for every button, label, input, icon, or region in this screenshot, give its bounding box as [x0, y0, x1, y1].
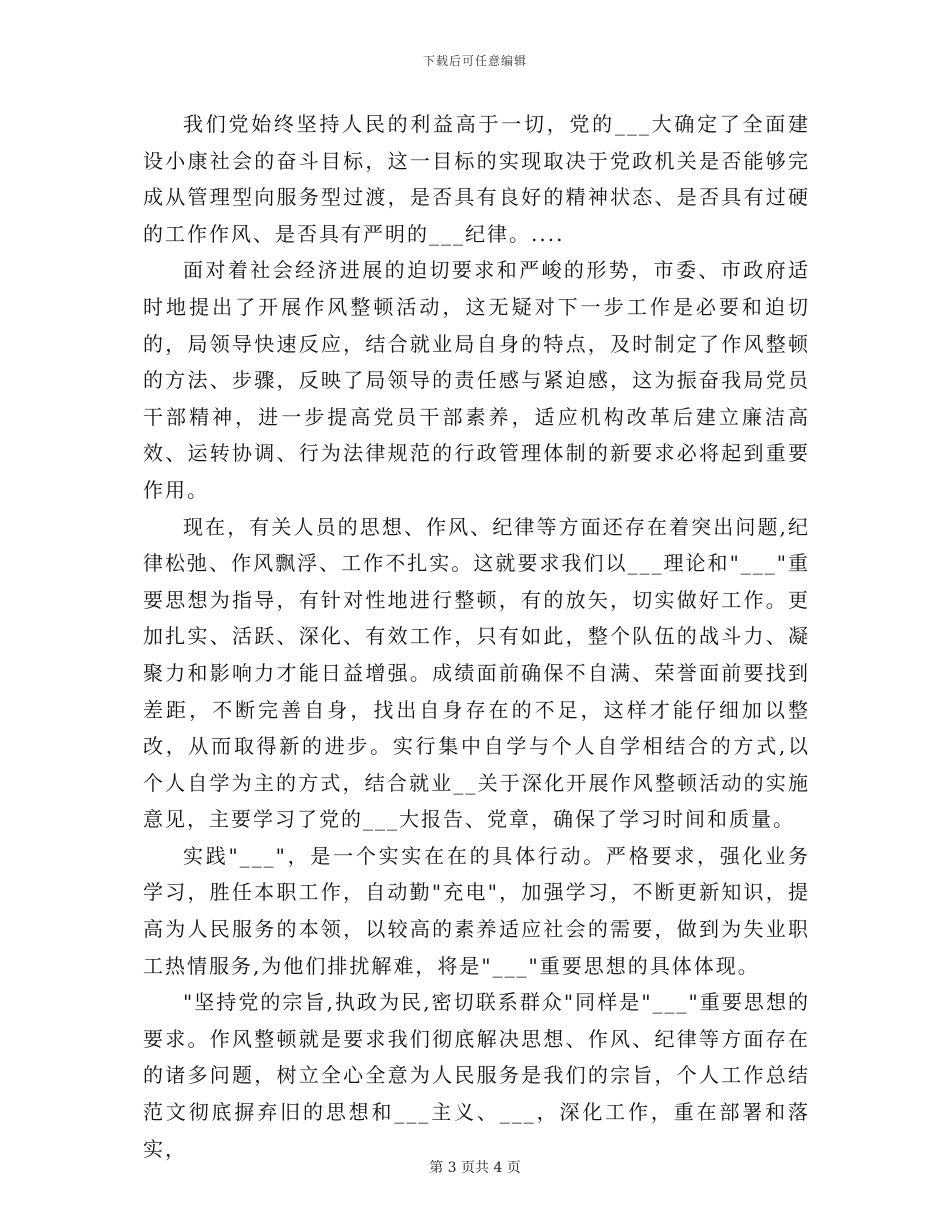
paragraph-3: 现在，有关人员的思想、作风、纪律等方面还存在着突出问题,纪律松弛、作风飘浮、工作不扎实。这就要求我们以___理论和"___"重要思想为指导，有针对性地进行整顿，有的放矢，切实做好工作。更加扎实、活跃、深化、有效工作，只有如此，整个队伍的战斗力、凝聚力和影响力才能日益增强。成绩面前确保不自满、荣誉面前要找到差距，不断完善自身，找出自身存在的不足，这样才能仔细加以整改，从而取得新的进步。实行集中自学与个人自学相结合的方式,以个人自学为主的方式，结合就业__关于深化开展作风整顿活动的实施意见，主要学习了党的___大报告、党章，确保了学习时间和质量。 — [143, 514, 810, 832]
paragraph-5: "坚持党的宗旨,执政为民,密切联系群众"同样是"___"重要思想的要求。作风整顿就是要求我们彻底解决思想、作风、纪律等方面存在的诸多问题，树立全心全意为人民服务是我们的宗旨，个人工作总结范文彻底摒弃旧的思想和___主义、___，深化工作，重在部署和落实， — [143, 990, 810, 1161]
paragraph-4: 实践"___"，是一个实实在在的具体行动。严格要求，强化业务学习，胜任本职工作，自动勤"充电"，加强学习，不断更新知识，提高为人民服务的本领，以较高的素养适应社会的需要，做到为失业职工热情服务,为他们排扰解难，将是"___"重要思想的具体体现。 — [143, 843, 810, 978]
page-header: 下载后可任意编辑 — [422, 54, 527, 68]
page-footer: 第 3 页共 4 页 — [429, 1160, 521, 1176]
paragraph-2: 面对着社会经济进展的迫切要求和严峻的形势，市委、市政府适时地提出了开展作风整顿活动，这无疑对下一步工作是必要和迫切的，局领导快速反应，结合就业局自身的特点，及时制定了作风整顿的方法、步骤，反映了局领导的责任感与紧迫感，这为振奋我局党员干部精神，进一步提高党员干部素养，适应机构改革后建立廉洁高效、运转协调、行为法律规范的行政管理体制的新要求必将起到重要作用。 — [143, 258, 810, 502]
document-body — [143, 106, 810, 1167]
paragraph-1: 我们党始终坚持人民的利益高于一切，党的___大确定了全面建设小康社会的奋斗目标，这一目标的实现取决于党政机关是否能够完成从管理型向服务型过渡，是否具有良好的精神状态、是否具有过硬的工作作风、是否具有严明的___纪律。.... — [143, 112, 810, 246]
